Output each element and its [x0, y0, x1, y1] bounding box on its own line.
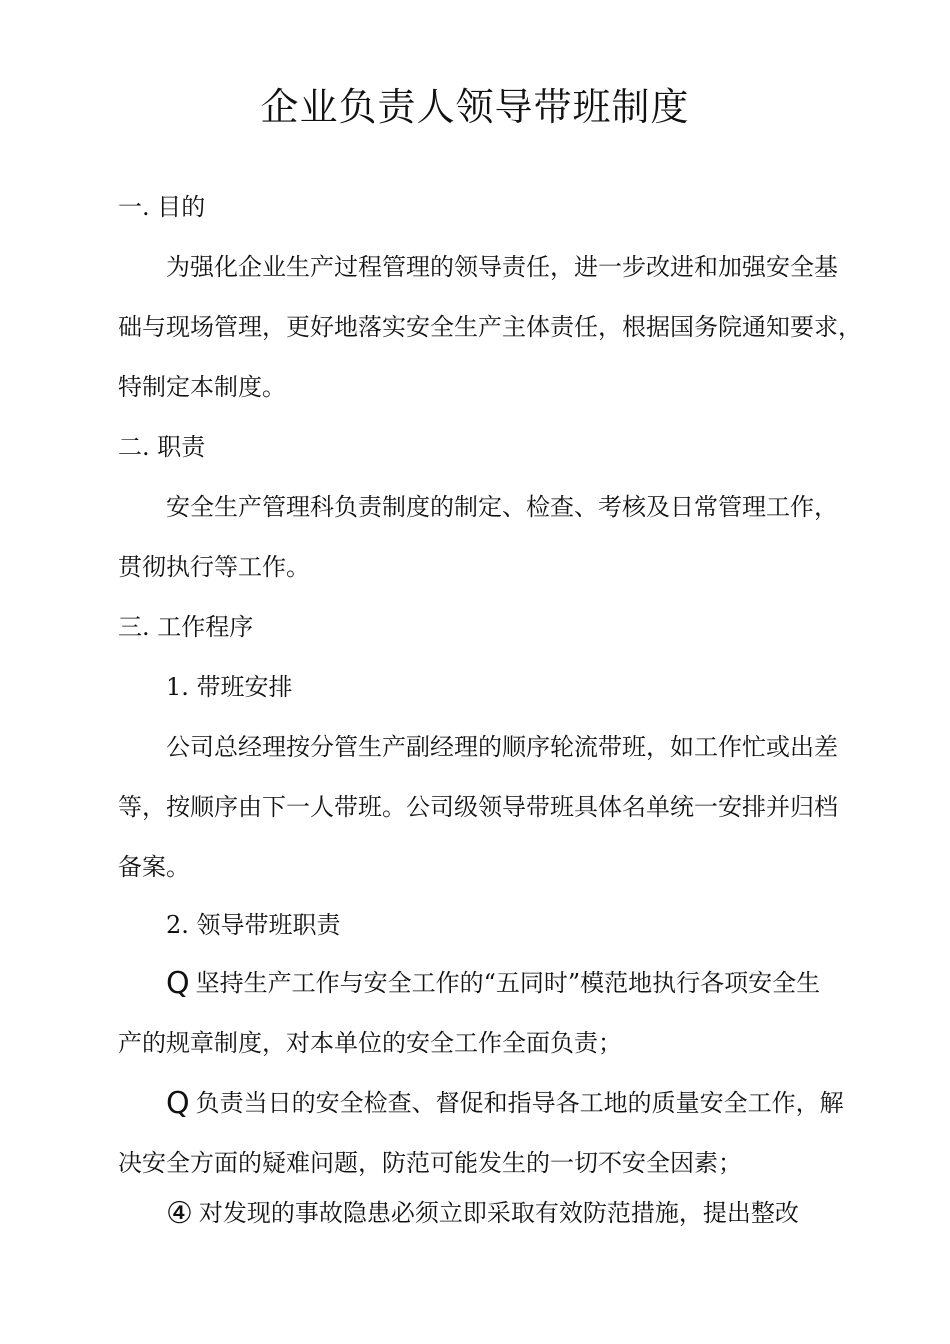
duty-list-item	[166, 1196, 799, 1231]
arrangement-paragraph-line: 等，按顺序由下一人带班。公司级领导带班具体名单统一安排并归档	[118, 793, 838, 821]
purpose-paragraph-line: 特制定本制度。	[118, 373, 286, 401]
section-heading-duties: 二. 职责	[118, 433, 206, 461]
section-heading-procedure: 三. 工作程序	[118, 613, 254, 641]
purpose-paragraph-line: 础与现场管理，更好地落实安全生产主体责任，根据国务院通知要求，	[118, 313, 862, 341]
duty-list-item	[166, 966, 820, 1001]
list-marker: ④	[166, 1196, 193, 1231]
duty-list-item	[166, 1086, 844, 1121]
duty-item-continuation: 决安全方面的疑难问题，防范可能发生的一切不安全因素；	[118, 1149, 742, 1177]
list-marker: Q	[166, 966, 190, 1001]
duty-item-text: 坚持生产工作与安全工作的“五同时”模范地执行各项安全生	[195, 969, 821, 997]
duty-item-text: 对发现的事故隐患必须立即采取有效防范措施，提出整改	[198, 1199, 799, 1227]
document-title: 企业负责人领导带班制度	[260, 85, 690, 129]
duties-paragraph-line: 安全生产管理科负责制度的制定、检查、考核及日常管理工作，	[166, 493, 838, 521]
list-marker: Q	[166, 1086, 190, 1121]
duty-item-text: 负责当日的安全检查、督促和指导各工地的质量安全工作，解	[195, 1089, 844, 1117]
arrangement-paragraph-line: 公司总经理按分管生产副经理的顺序轮流带班，如工作忙或出差	[166, 733, 838, 761]
subsection-heading-leader-duties: 2. 领导带班职责	[166, 911, 341, 939]
duties-paragraph-line: 贯彻执行等工作。	[118, 553, 310, 581]
arrangement-paragraph-line: 备案。	[118, 853, 190, 881]
duty-item-continuation: 产的规章制度，对本单位的安全工作全面负责；	[118, 1029, 622, 1057]
subsection-heading-shift-arrangement: 1. 带班安排	[166, 673, 293, 701]
section-heading-purpose: 一. 目的	[118, 193, 206, 221]
purpose-paragraph-line: 为强化企业生产过程管理的领导责任，进一步改进和加强安全基	[166, 253, 838, 281]
